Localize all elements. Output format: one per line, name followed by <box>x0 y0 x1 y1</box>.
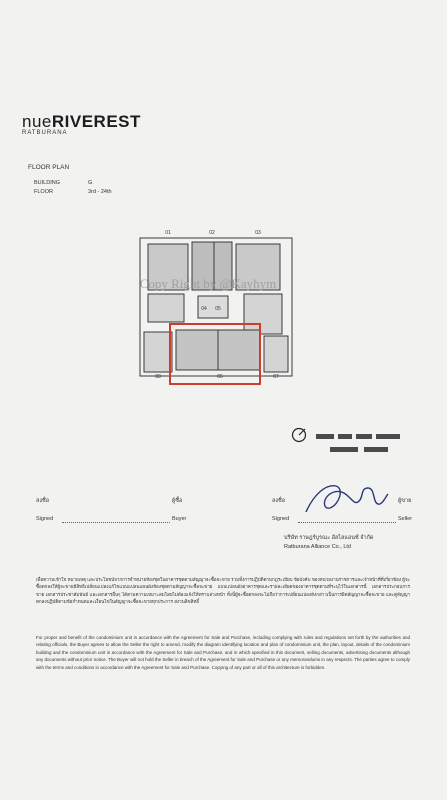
floor-plan-title: FLOOR PLAN <box>28 164 70 171</box>
unit-label: 08 <box>155 374 161 380</box>
building-row <box>34 180 93 186</box>
buyer-sign-label-th: ลงชื่อ <box>36 498 50 504</box>
seller-role-en: Seller <box>398 516 413 522</box>
copyright-watermark: Copy Right by @Kayhym <box>139 276 277 291</box>
redacted-bar <box>364 447 388 452</box>
brand-logo <box>22 112 141 132</box>
redacted-bar <box>376 434 400 439</box>
unit-label: 04 <box>201 306 207 312</box>
brand-name: RIVEREST <box>51 112 141 131</box>
buyer-sign-label-en: Signed <box>36 516 54 522</box>
buyer-role-en: Buyer <box>172 516 187 522</box>
seller-company-en: Ratburana Alliance Co., Ltd <box>284 544 351 550</box>
brand-prefix: nue <box>22 112 52 131</box>
floor-label: FLOOR <box>34 189 53 195</box>
seller-signature-line <box>298 521 396 523</box>
unit-label: 05 <box>215 306 221 312</box>
building-value: G <box>88 180 93 186</box>
thai-disclaimer: เพื่อความเข้าใจ หมายเหตุ และประโยชน์จากการจำหน่ายห้องชุดในอาคารชุดตามสัญญาจะซื้อจะขาย รวมทั้งการปฏิบัติตามกฎระเบียบ ข้อบังคับ ของหน่วยงานราชการและเจ้าหน้าที่ที่เกี่ยวข้อง ผู้จะซื้อตกลงให้ผู้จะขายมีสิทธิเปลี่ยนแปลงแก้ไขแบบแปลนแผนผังห้องชุดตามสัญญาจะซื้อจะขาย แบบแปลนผังอาคารชุดและรายละเอียดของอาคารชุดตามที่ระบุไว้ในเอกสารนี้ เอกสารประกอบการขาย เอกสารประชาสัมพันธ์ และเอกสารอื่นๆ ได้ตามความเหมาะสมโดยไม่ต้องแจ้งให้ทราบล่วงหน้า ทั้งนี้ผู้จะซื้อตกลงจะไม่ถือว่าการเปลี่ยนแปลงดังกล่าวเป็นการผิดสัญญาจะซื้อจะขาย และคู่สัญญาตกลงปฏิบัติตามข้อกำหนดและเงื่อนไขในสัญญาจะซื้อจะขายทุกประการ สงวนลิขสิทธิ์ <box>36 577 410 605</box>
redacted-bar <box>330 447 358 452</box>
seller-sign-label-th: ลงชื่อ <box>272 498 286 504</box>
buyer-role-th: ผู้ซื้อ <box>172 498 183 504</box>
floor-row <box>34 189 112 195</box>
floor-plan-drawing <box>118 212 304 388</box>
redacted-bar <box>316 434 334 439</box>
buyer-signature-line <box>62 521 170 523</box>
unit-label: 06 <box>217 374 223 380</box>
unit-label: 07 <box>273 374 279 380</box>
seller-sign-label-en: Signed <box>272 516 290 522</box>
redacted-bar <box>338 434 352 439</box>
redacted-bar <box>356 434 372 439</box>
seller-role-th: ผู้ขาย <box>398 498 412 504</box>
english-disclaimer: For proper and benefit of the condominium unit in accordance with the Agreement for Sale and Purchase, including complying with rules and regulations set forth by the authorities and relating officials, the Buyer agrees to allow the Seller the right to amend, modify the diagram identifying location and plan of condominium unit, the plan, layout, details of the condominium building and the condominium unit in accordance with the Agreement for Sale and Purchase, and in which specified in this document, selling documents, advertising documents although any documents without prior notice. The Buyer will not hold the Seller in breach of the Agreement for Sale and Purchase or any memorandums in any respects. The parties agree to comply with the terms and conditions in accordance with the Agreement for Sale and Purchase. Copying of any part or all of this architecture is forbidden. <box>36 635 410 670</box>
building-label: BUILDING <box>34 180 60 186</box>
unit-label: 02 <box>209 230 215 236</box>
unit-label: 03 <box>255 230 261 236</box>
seller-company-th: บริษัท ราษฎร์บูรณะ อัลไลแอนซ์ จำกัด <box>284 535 374 541</box>
unit-label: 01 <box>165 230 171 236</box>
brand-subtitle: RATBURANA <box>22 130 68 136</box>
north-arrow-icon <box>290 426 308 444</box>
floor-value: 3rd - 24th <box>88 189 112 195</box>
handwritten-signature <box>300 476 390 520</box>
